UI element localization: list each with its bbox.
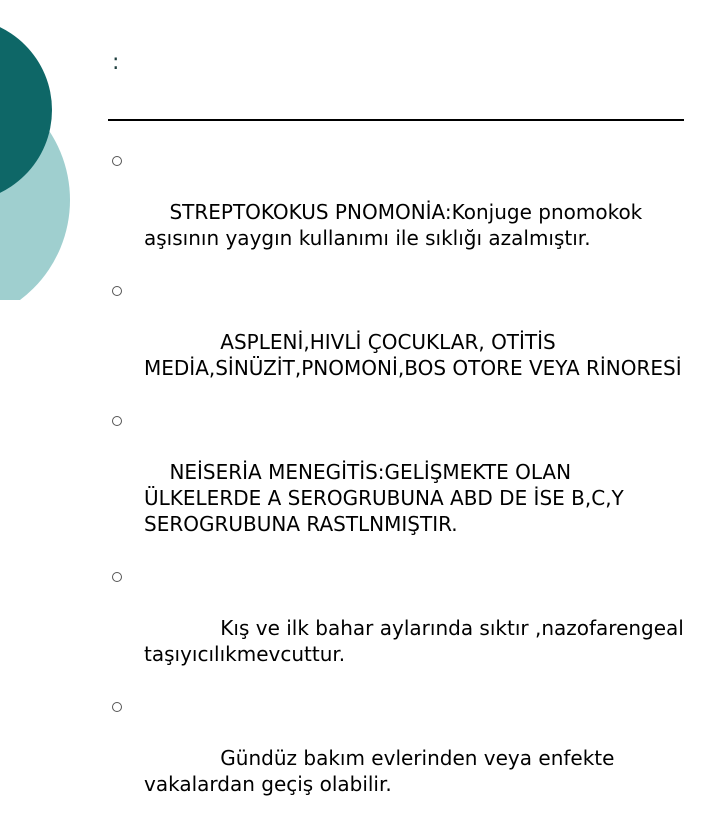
bullet-text: STREPTOKOKUS PNOMONİA:Konjuge pnomokok aşısının yaygın kullanımı ile sıklığı azalmıştır.: [144, 200, 649, 250]
bullet-text: Gündüz bakım evlerinden veya enfekte vakalardan geçiş olabilir.: [144, 746, 621, 796]
slide-title: :: [112, 50, 120, 75]
bullet-item-1: [108, 147, 688, 277]
bullet-list: [108, 147, 691, 823]
circle-bullet-icon: [112, 416, 122, 426]
circle-bullet-icon: [112, 702, 122, 712]
circle-bullet-icon: [112, 156, 122, 166]
bullet-text: Kış ve ilk bahar aylarında sıktır ,nazofarengeal taşıyıcılıkmevcuttur.: [144, 616, 691, 666]
circle-bullet-icon: [112, 286, 122, 296]
bullet-item-2: [108, 277, 688, 407]
bullet-text: ASPLENİ,HIVLİ ÇOCUKLAR, OTİTİS MEDİA,SİNÜZİT,PNOMONİ,BOS OTORE VEYA RİNORESİ: [144, 330, 682, 380]
decorative-circles: [0, 0, 80, 300]
circle-bullet-icon: [112, 572, 122, 582]
bullet-item-4: [108, 563, 691, 693]
title-divider: [108, 119, 684, 121]
bullet-item-5: [108, 693, 688, 823]
bullet-text: NEİSERİA MENEGİTİS:GELİŞMEKTE OLAN ÜLKELERDE A SEROGRUBUNA ABD DE İSE B,C,Y SEROGRUBUNA RASTLNMIŞTIR.: [144, 460, 631, 536]
